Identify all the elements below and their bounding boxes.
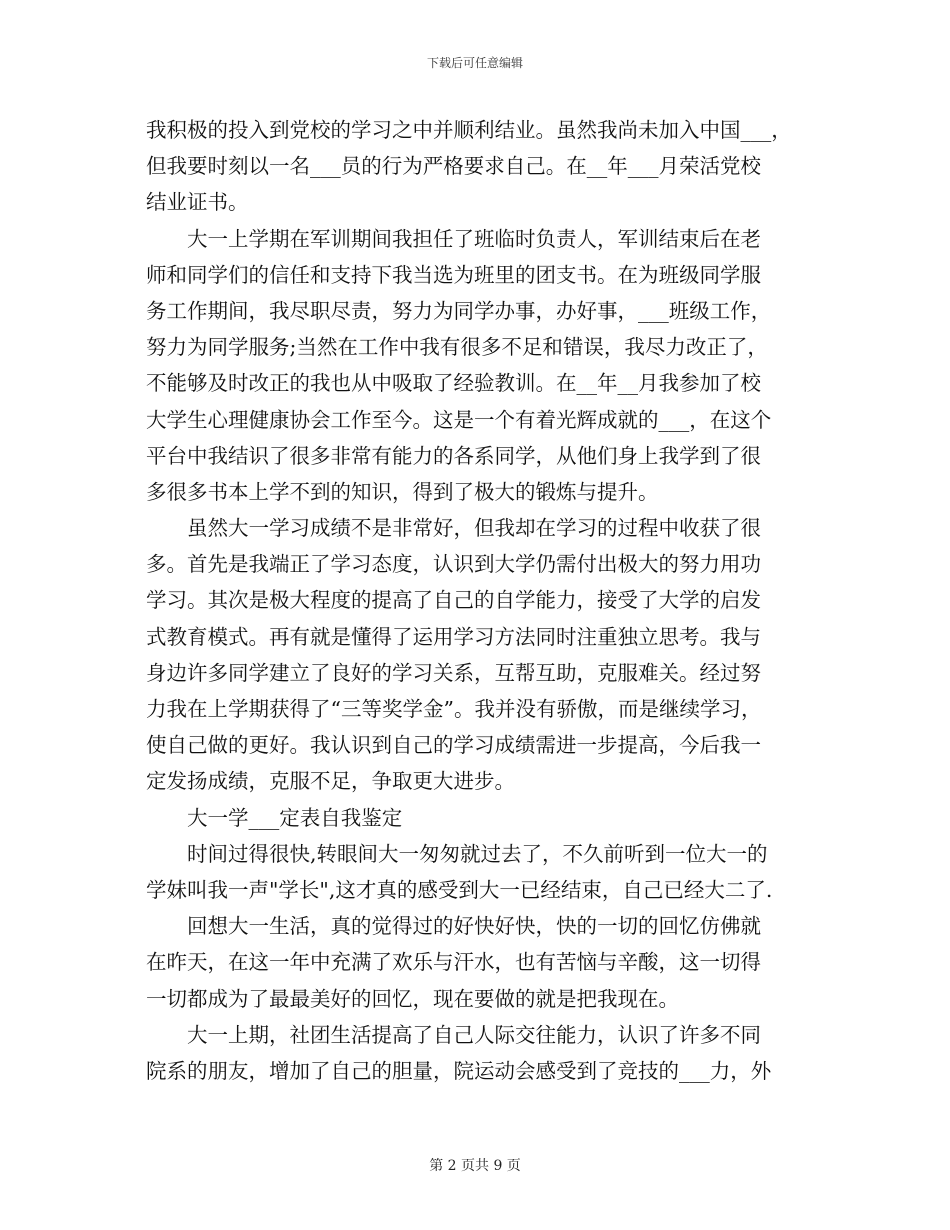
text-line: 师和同学们的信任和支持下我当选为班里的团支书。在为班级同学服 <box>146 262 761 287</box>
text-line: 平台中我结识了很多非常有能力的各系同学，从他们身上我学到了很 <box>146 443 761 468</box>
text-line: 使自己做的更好。我认识到自己的学习成绩需进一步提高，今后我一 <box>146 733 761 758</box>
text-line: 多很多书本上学不到的知识，得到了极大的锻炼与提升。 <box>146 479 659 504</box>
text-line: 回想大一生活，真的觉得过的好快好快，快的一切的回忆仿佛就 <box>187 914 761 939</box>
text-line: 虽然大一学习成绩不是非常好，但我却在学习的过程中收获了很 <box>187 516 761 541</box>
text-line: 多。首先是我端正了学习态度，认识到大学仍需付出极大的努力用功 <box>146 552 761 577</box>
text-line: 结业证书。 <box>146 190 249 215</box>
text-line: 身边许多同学建立了良好的学习关系，互帮互助，克服难关。经过努 <box>146 660 761 685</box>
text-line: 定发扬成绩，克服不足，争取更大进步。 <box>146 769 515 794</box>
text-line: 大学生心理健康协会工作至今。这是一个有着光辉成就的___，在这个 <box>146 407 772 432</box>
text-line: 力我在上学期获得了“三等奖学金”。我并没有骄傲，而是继续学习， <box>146 697 762 721</box>
text-line: 大一上学期在军训期间我担任了班临时负责人，军训结束后在老 <box>187 226 761 251</box>
text-line: 时间过得很快,转眼间大一匆匆就过去了，不久前听到一位大一的 <box>187 841 768 866</box>
text-line: 务工作期间，我尽职尽责，努力为同学办事，办好事，___班级工作， <box>146 298 772 323</box>
text-line: 大一学___定表自我鉴定 <box>187 805 403 830</box>
text-line: 努力为同学服务;当然在工作中我有很多不足和错误，我尽力改正了， <box>146 335 768 360</box>
page-header: 下载后可任意编辑 <box>426 56 523 70</box>
text-line: 我积极的投入到党校的学习之中并顺利结业。虽然我尚未加入中国___， <box>146 118 792 142</box>
text-line: 在昨天，在这一年中充满了欢乐与汗水，也有苦恼与辛酸，这一切得 <box>146 950 761 975</box>
text-line: 学妹叫我一声"学长",这才真的感受到大一已经结束，自己已经大二了. <box>146 877 773 902</box>
text-line: 院系的朋友，增加了自己的胆量，院运动会感受到了竞技的___力，外 <box>146 1058 772 1083</box>
text-line: 一切都成为了最最美好的回忆，现在要做的就是把我现在。 <box>146 986 679 1011</box>
text-line: 式教育模式。再有就是懂得了运用学习方法同时注重独立思考。我与 <box>146 624 761 649</box>
text-line: 大一上期，社团生活提高了自己人际交往能力，认识了许多不同 <box>187 1022 761 1047</box>
page-number: 第 2 页共 9 页 <box>429 1158 521 1174</box>
text-line: 不能够及时改正的我也从中吸取了经验教训。在__年__月我参加了校 <box>146 371 761 396</box>
document-body <box>146 112 806 1089</box>
text-line: 但我要时刻以一名___员的行为严格要求自己。在__年___月荣活党校 <box>146 154 761 179</box>
text-line: 学习。其次是极大程度的提高了自己的自学能力，接受了大学的启发 <box>146 588 761 613</box>
